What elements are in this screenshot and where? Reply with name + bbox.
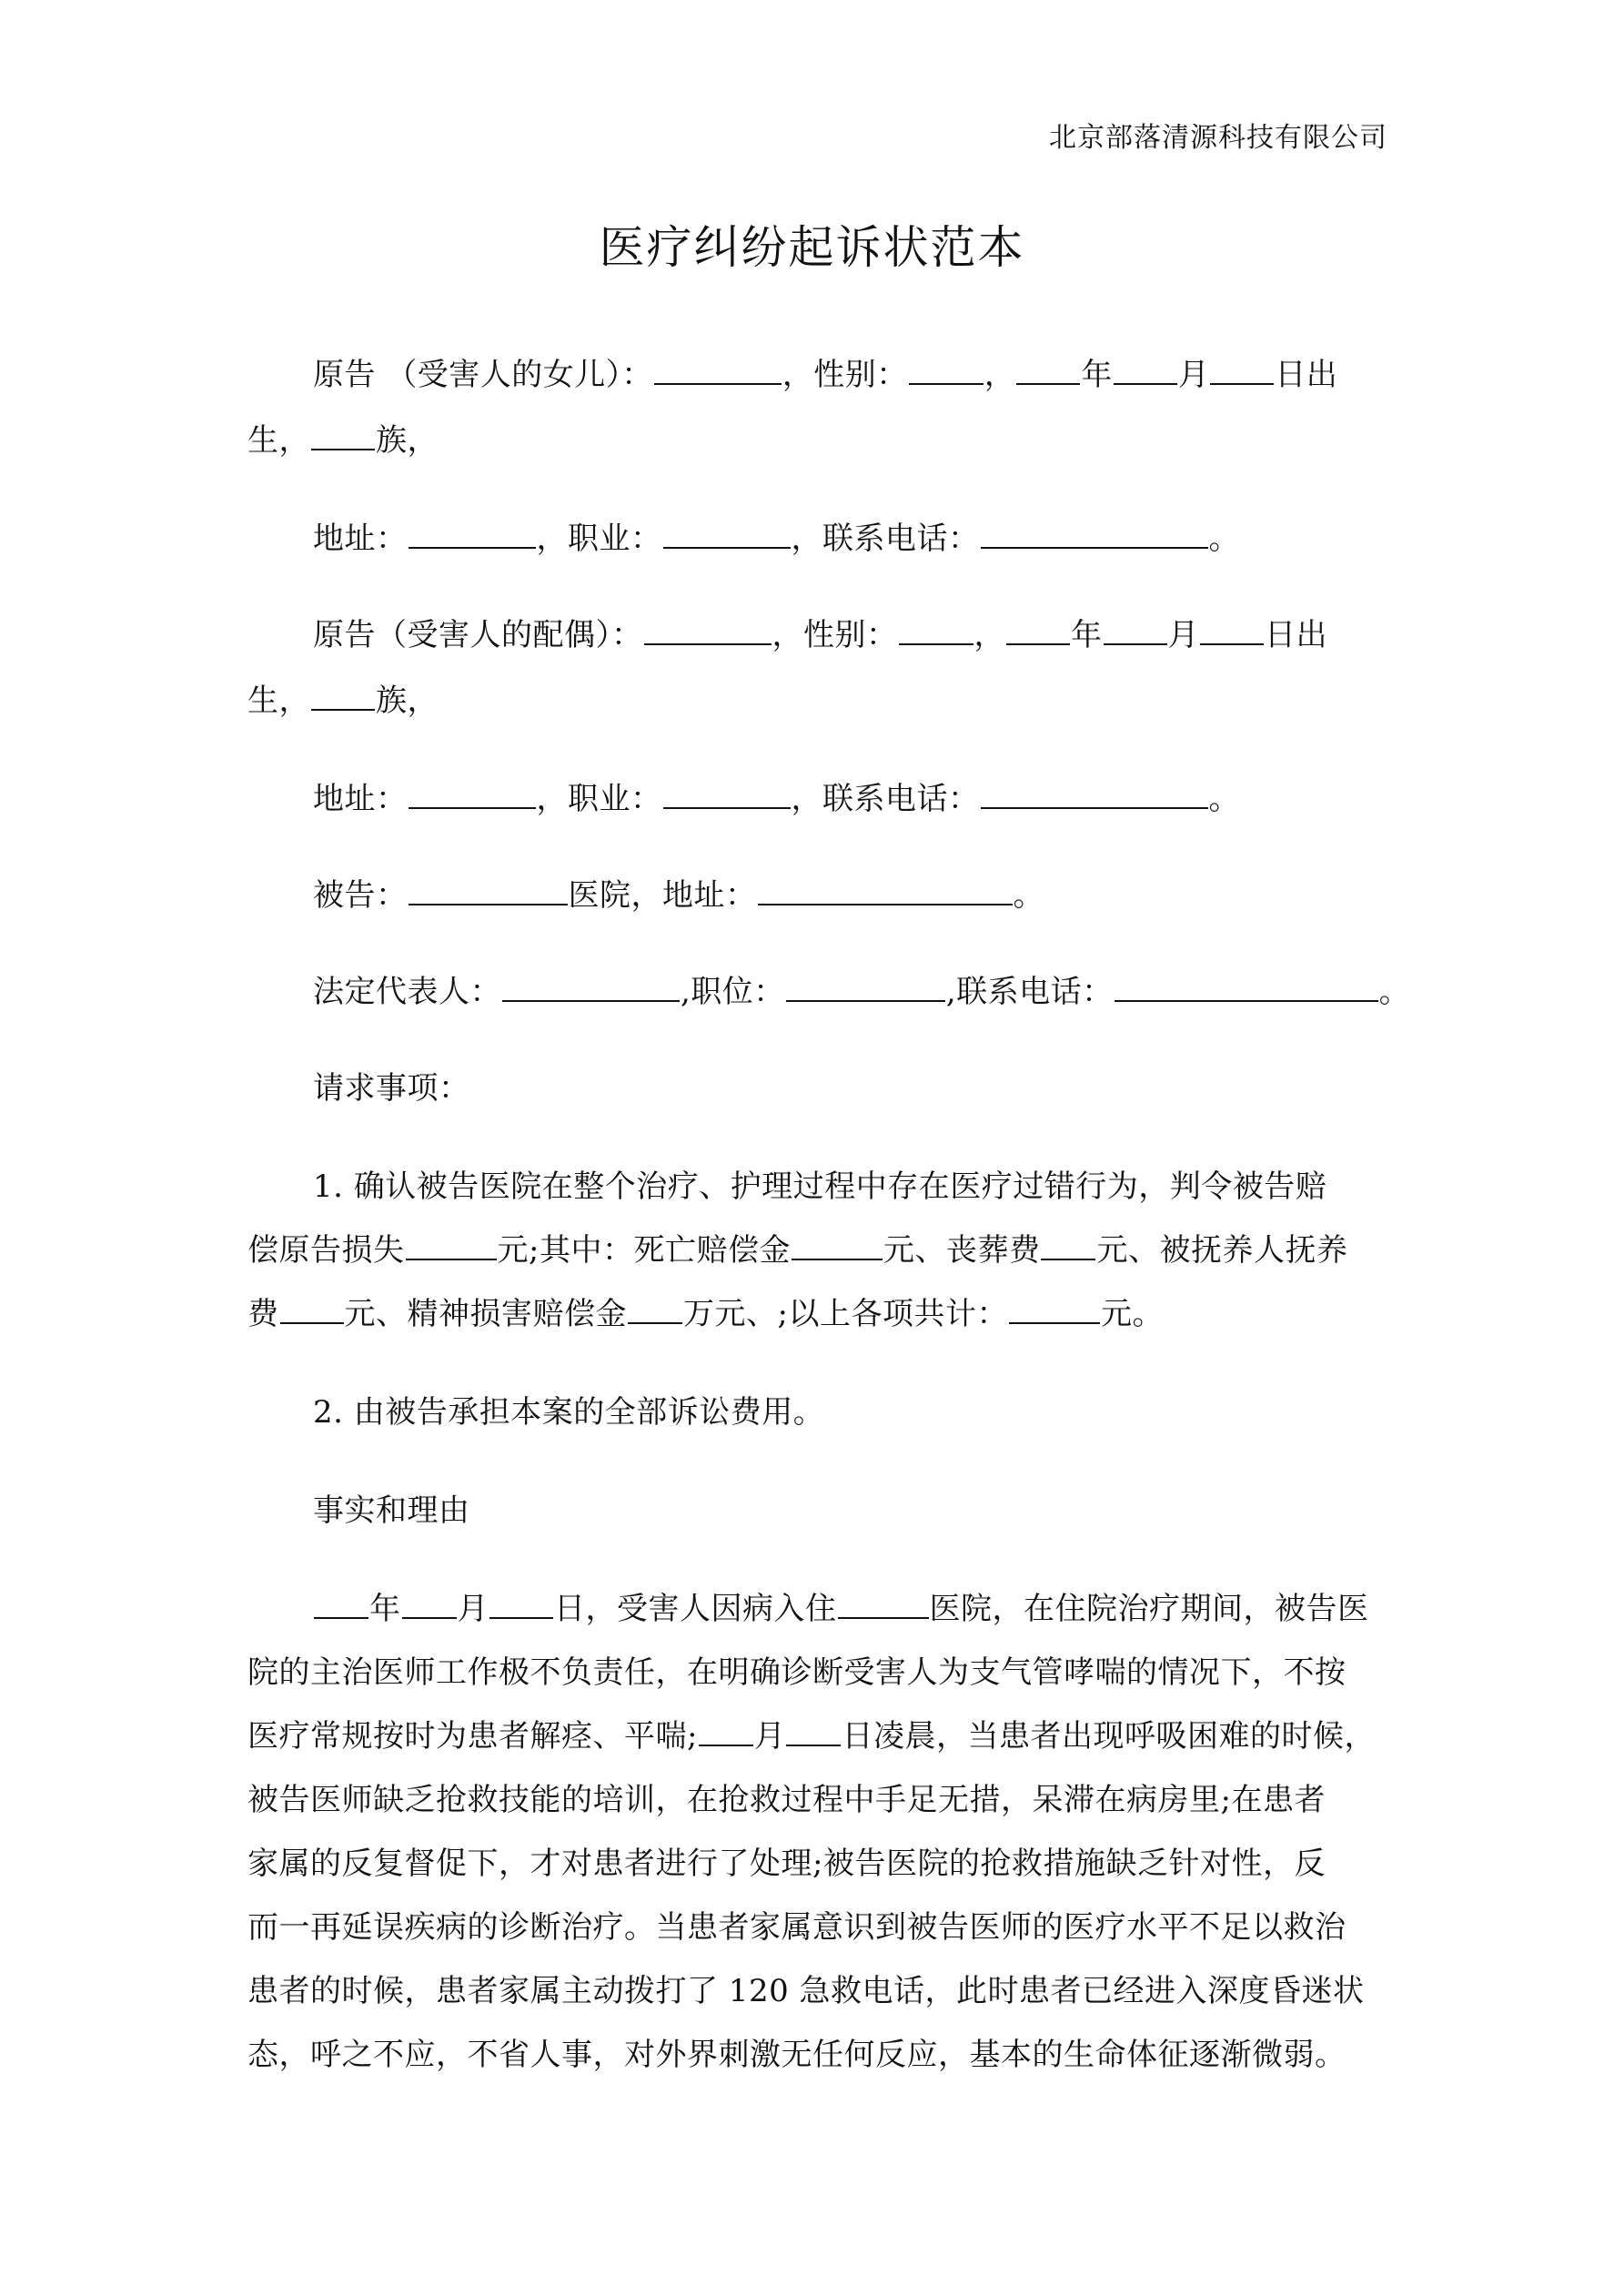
- month-label: 月: [1177, 357, 1210, 393]
- facts-month-blank[interactable]: [402, 1590, 457, 1619]
- facts-hospital-blank[interactable]: [838, 1590, 929, 1619]
- legal-rep-phone-blank[interactable]: [1115, 973, 1378, 1002]
- year-label: 年: [1071, 617, 1103, 653]
- facts-line-1: [247, 1589, 1380, 1629]
- total-blank[interactable]: [1009, 1295, 1100, 1324]
- facts-heading: 事实和理由: [313, 1492, 470, 1529]
- facts-day2-blank[interactable]: [786, 1717, 841, 1746]
- hospital-address-label: 医院，地址：: [568, 877, 757, 914]
- position-label: ,职位：: [681, 974, 785, 1010]
- text: 费: [247, 1296, 279, 1332]
- facts-year-blank[interactable]: [314, 1590, 368, 1619]
- text: 年: [369, 1591, 401, 1627]
- period: 。: [1378, 974, 1411, 1010]
- claim-item-1-line3: [247, 1294, 1380, 1334]
- text: 医疗常规按时为患者解痉、平喘;: [247, 1718, 698, 1755]
- facts-month2-blank[interactable]: [699, 1717, 753, 1746]
- facts-day-blank[interactable]: [489, 1590, 553, 1619]
- facts-line-4: 被告医师缺乏抢救技能的培训，在抢救过程中手足无措，呆滞在病房里;在患者: [247, 1782, 1326, 1818]
- job1-blank[interactable]: [663, 520, 791, 549]
- plaintiff2-line2: [247, 681, 1380, 721]
- defendant-line: [247, 875, 1380, 915]
- plaintiff2-line1: [247, 615, 1380, 655]
- plaintiff1-day-blank[interactable]: [1210, 356, 1274, 385]
- document-title: 医疗纠纷起诉状范本: [599, 221, 1025, 274]
- plaintiff1-ethnicity-blank[interactable]: [311, 421, 375, 450]
- address-label: 地址：: [313, 781, 408, 817]
- period: 。: [1013, 877, 1044, 914]
- text: 偿原告损失: [247, 1232, 405, 1269]
- ethnicity-label: 族，: [376, 422, 439, 459]
- phone-label: ,联系电话：: [945, 974, 1114, 1010]
- plaintiff1-line1: [247, 355, 1380, 395]
- legal-rep-line: [247, 972, 1411, 1012]
- phone2-blank[interactable]: [981, 780, 1208, 809]
- phone1-blank[interactable]: [981, 520, 1208, 549]
- facts-line-7: 患者的时候，患者家属主动拨打了 120 急救电话，此时患者已经进入深度昏迷状: [247, 1973, 1365, 2009]
- phone-label: ，联系电话：: [791, 781, 980, 817]
- text: 元;其中：死亡赔偿金: [497, 1232, 791, 1269]
- address1-line: [247, 519, 1380, 559]
- text: 元、精神损害赔偿金: [344, 1296, 627, 1332]
- facts-line-3: [247, 1716, 1380, 1756]
- job2-blank[interactable]: [663, 780, 791, 809]
- company-header: 北京部落清源科技有限公司: [1049, 122, 1387, 154]
- death-compensation-blank[interactable]: [792, 1231, 883, 1260]
- mental-damage-blank[interactable]: [628, 1295, 682, 1324]
- defendant-address-blank[interactable]: [758, 876, 1013, 905]
- address1-blank[interactable]: [409, 520, 536, 549]
- plaintiff2-name-blank[interactable]: [644, 616, 772, 645]
- plaintiff1-year-blank[interactable]: [1016, 356, 1080, 385]
- month-label: 月: [1167, 617, 1199, 653]
- plaintiff2-label: 原告（受害人的配偶）：: [313, 617, 643, 653]
- legal-rep-position-blank[interactable]: [786, 973, 945, 1002]
- plaintiff1-sex-blank[interactable]: [909, 356, 983, 385]
- legal-rep-name-blank[interactable]: [502, 973, 680, 1002]
- sex-label: ，性别：: [782, 357, 908, 393]
- ethnicity-label: 族，: [376, 683, 439, 719]
- facts-line-8: 态，呼之不应，不省人事，对外界刺激无任何反应，基本的生命体征逐渐微弱。: [247, 2037, 1347, 2073]
- claim-item-2: 2. 由被告承担本案的全部诉讼费用。: [313, 1394, 825, 1431]
- plaintiff1-name-blank[interactable]: [654, 356, 782, 385]
- address-label: 地址：: [313, 521, 408, 557]
- job-label: ，职业：: [536, 781, 662, 817]
- period: 。: [1208, 781, 1240, 817]
- text: 日，受害人因病入住: [554, 1591, 837, 1627]
- job-label: ，职业：: [536, 521, 662, 557]
- facts-line-6: 而一再延误疾病的诊断治疗。当患者家属意识到被告医师的医疗水平不足以救治: [247, 1909, 1347, 1946]
- address2-blank[interactable]: [409, 780, 536, 809]
- loss-blank[interactable]: [406, 1231, 497, 1260]
- year-label: 年: [1081, 357, 1113, 393]
- address2-line: [247, 779, 1380, 819]
- sex-label: ，性别：: [772, 617, 898, 653]
- plaintiff1-month-blank[interactable]: [1114, 356, 1177, 385]
- text: 月: [457, 1591, 489, 1627]
- text: 月: [753, 1718, 786, 1755]
- defendant-label: 被告：: [313, 877, 408, 914]
- support-fee-blank[interactable]: [280, 1295, 344, 1324]
- plaintiff2-sex-blank[interactable]: [899, 616, 973, 645]
- plaintiff2-year-blank[interactable]: [1006, 616, 1070, 645]
- defendant-hospital-blank[interactable]: [409, 876, 568, 905]
- birth-suffix: 生，: [247, 422, 310, 459]
- phone-label: ，联系电话：: [791, 521, 980, 557]
- claim-item-1-line2: [247, 1230, 1380, 1270]
- day-label: 日出: [1275, 357, 1338, 393]
- comma: ，: [973, 617, 1005, 653]
- comma: ，: [983, 357, 1016, 393]
- text: 元、丧葬费: [883, 1232, 1041, 1269]
- facts-line-2: 院的主治医师工作极不负责任，在明确诊断受害人为支气管哮喘的情况下，不按: [247, 1654, 1347, 1691]
- claim-item-1-line1: 1. 确认被告医院在整个治疗、护理过程中存在医疗过错行为，判令被告赔: [313, 1168, 1327, 1205]
- funeral-fee-blank[interactable]: [1041, 1231, 1095, 1260]
- plaintiff1-label: 原告 （受害人的女儿）：: [313, 357, 653, 393]
- legal-rep-label: 法定代表人：: [313, 974, 501, 1010]
- claims-heading: 请求事项：: [313, 1070, 470, 1107]
- facts-line-5: 家属的反复督促下，才对患者进行了处理;被告医院的抢救措施缺乏针对性，反: [247, 1846, 1326, 1882]
- plaintiff1-line2: [247, 420, 1380, 460]
- plaintiff2-month-blank[interactable]: [1104, 616, 1167, 645]
- plaintiff2-ethnicity-blank[interactable]: [311, 682, 375, 711]
- text: 元、被抚养人抚养: [1096, 1232, 1348, 1269]
- period: 。: [1208, 521, 1240, 557]
- day-label: 日出: [1265, 617, 1327, 653]
- text: 日凌晨，当患者出现呼吸困难的时候，: [842, 1718, 1376, 1755]
- text: 万元、;以上各项共计：: [683, 1296, 1008, 1332]
- text: 元。: [1100, 1296, 1164, 1332]
- birth-suffix: 生，: [247, 683, 310, 719]
- text: 医院，在住院治疗期间，被告医: [929, 1591, 1369, 1627]
- plaintiff2-day-blank[interactable]: [1200, 616, 1264, 645]
